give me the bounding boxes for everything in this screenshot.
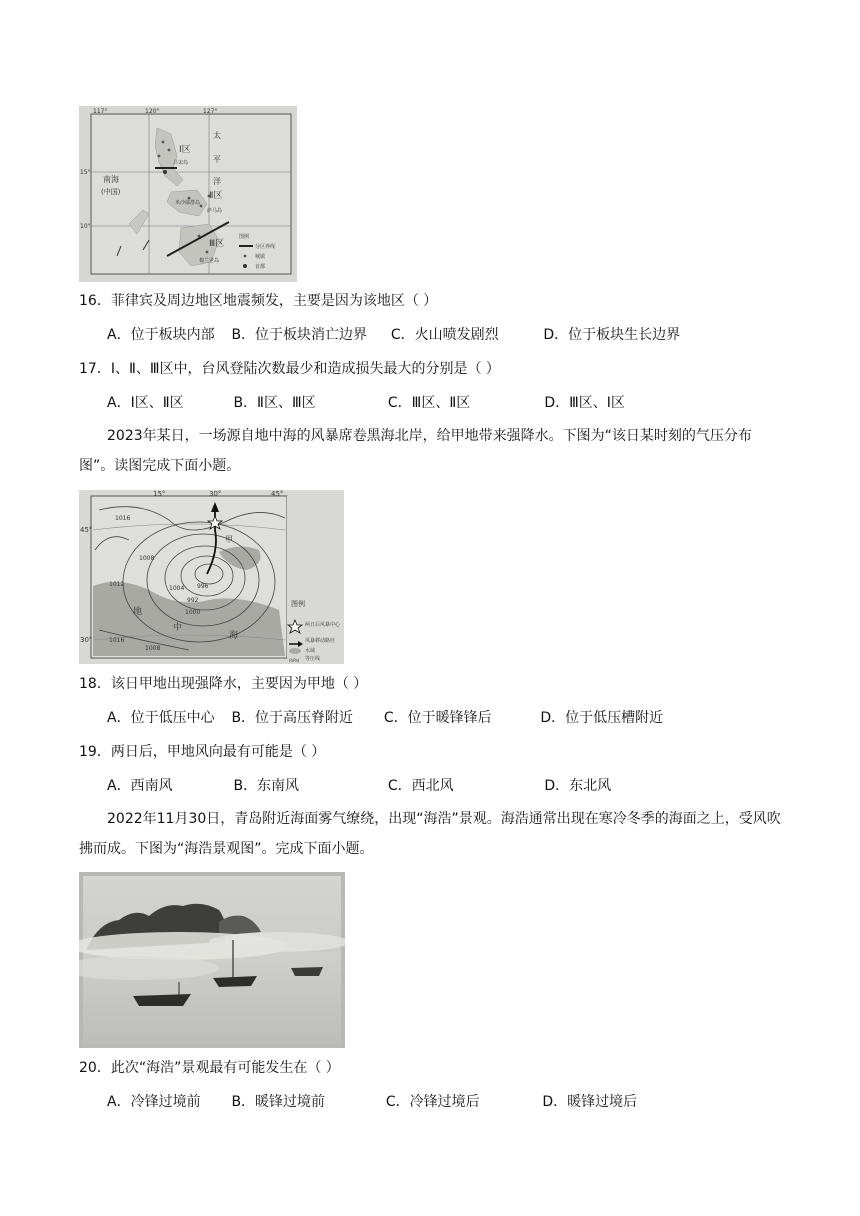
lon-label-3: 127°: [203, 108, 218, 115]
isobar-label-1: 1016: [115, 515, 131, 522]
q19-option-b: B．东南风: [233, 778, 300, 794]
q16-option-c: C．火山喷发剧烈: [390, 327, 499, 343]
lon-label-1: 117°: [93, 108, 108, 115]
sea-smoke-photo: [79, 872, 345, 1048]
fig2-legend-title: 图例: [291, 600, 305, 608]
q16-option-d: D．位于板块生长边界: [543, 327, 681, 343]
q16-option-a: A．位于板块内部: [107, 327, 215, 343]
legend-boundary: 分区界线: [255, 244, 276, 250]
passage-2: 2023年某日，一场源自地中海的风暴席卷黑海北岸，给甲地带来强降水。下图为“该日某时刻的气压分布图”。读图完成下面小题。: [79, 428, 752, 474]
fig2-legend-storm-center: 两日后风暴中心: [305, 622, 341, 628]
sea-hai: 海: [229, 631, 239, 641]
sea-label-south-sea: 南海: [103, 175, 119, 184]
q19-option-a: A．西南风: [107, 778, 173, 794]
sea-label-tai: 太: [213, 131, 221, 140]
q18-option-d: D．位于低压槽附近: [540, 710, 664, 726]
place-luzon: 吕宋岛: [173, 160, 189, 166]
q18-option-a: A．位于低压中心: [107, 710, 215, 726]
isobar-label-4: 1004: [169, 585, 185, 592]
isobar-label-7: 992: [187, 597, 199, 604]
question-17-stem: 17．Ⅰ、Ⅱ、Ⅲ区中，台风登陆次数最少和造成损失最大的分别是（ ）: [79, 361, 500, 377]
fig2-legend-water: 水域: [305, 648, 316, 654]
place-mindanao: 棉兰老岛: [199, 258, 220, 264]
q20-option-b: B．暖锋过境前: [231, 1094, 326, 1110]
sea-label-china: (中国): [101, 188, 121, 196]
legend-title: 图例: [239, 234, 250, 240]
isobar-label-2: 1012: [109, 581, 125, 588]
fig2-legend-isobar: 等压线: [305, 656, 321, 662]
passage-3: 2022年11月30日，青岛附近海面雾气缭绕，出现“海浩”景观。海浩通常出现在寒冷冬季的海面之上，受风吹拂而成。下图为“海浩景观图”。完成下面小题。: [79, 811, 781, 857]
pressure-map-drawing: [79, 490, 344, 664]
question-16-stem: 16．菲律宾及周边地区地震频发，主要是因为该地区（ ）: [79, 293, 438, 309]
legend-capital: 首都: [255, 264, 266, 270]
question-18-stem: 18．该日甲地出现强降水，主要因为甲地（ ）: [79, 676, 368, 692]
sea-di: 地: [133, 607, 143, 617]
q17-option-c: C．Ⅲ区、Ⅱ区: [387, 395, 471, 411]
q20-option-c: C．冷锋过境后: [385, 1094, 480, 1110]
lat-label-2: 10°: [80, 223, 91, 230]
region-label-1: Ⅰ区: [179, 145, 191, 155]
isobar-label-9: 1016: [109, 637, 125, 644]
fig2-legend-unit: (hPa): [289, 658, 300, 663]
question-19-options: [107, 776, 611, 796]
question-16-options: [107, 325, 680, 345]
legend-town: 城镇: [255, 254, 266, 260]
question-17-options: [107, 393, 625, 413]
philippines-map: [79, 106, 297, 282]
question-19-stem: 19．两日后，甲地风向最有可能是（ ）: [79, 744, 326, 760]
region-label-3: Ⅲ区: [209, 239, 225, 249]
sea-label-yang: 洋: [213, 177, 221, 186]
fig2-lon-15: 15°: [153, 490, 166, 498]
philippines-map-drawing: [79, 106, 297, 282]
fig2-legend-storm-path: 风暴移动路径: [305, 638, 336, 644]
isobar-label-3: 1008: [139, 555, 155, 562]
place-jia: 甲: [225, 535, 233, 544]
sea-zhong: 中: [173, 623, 183, 633]
q19-option-d: D．东北风: [544, 778, 612, 794]
region-label-2: Ⅱ区: [209, 191, 223, 201]
q16-option-b: B．位于板块消亡边界: [231, 327, 368, 343]
fig2-lon-45: 45°: [271, 490, 284, 498]
question-20-options: [107, 1092, 637, 1112]
question-20-stem: 20．此次“海浩”景观最有可能发生在（ ）: [79, 1060, 340, 1076]
sea-smoke-photo-drawing: [79, 872, 345, 1048]
fig2-lon-30: 30°: [209, 490, 222, 498]
question-18-options: [107, 708, 663, 728]
q19-option-c: C．西北风: [387, 778, 454, 794]
isobar-label-5: 1000: [185, 609, 201, 616]
q17-option-d: D．Ⅲ区、Ⅰ区: [544, 395, 625, 411]
place-samar: 萨马岛: [207, 208, 223, 214]
place-visayas: 米沙鄢群岛: [175, 200, 201, 206]
sea-label-ping: 平: [213, 155, 221, 164]
q17-option-a: A．Ⅰ区、Ⅱ区: [107, 395, 184, 411]
isobar-label-8: 1008: [145, 645, 161, 652]
isobar-label-6: 996: [197, 583, 209, 590]
lat-label-1: 15°: [80, 169, 91, 176]
q18-option-c: C．位于暖锋锋后: [383, 710, 492, 726]
q20-option-a: A．冷锋过境前: [107, 1094, 201, 1110]
q17-option-b: B．Ⅱ区、Ⅲ区: [233, 395, 316, 411]
lon-label-2: 120°: [145, 108, 160, 115]
fig2-lat-30: 30°: [80, 636, 93, 644]
q20-option-d: D．暖锋过境后: [542, 1094, 638, 1110]
q18-option-b: B．位于高压脊附近: [231, 710, 354, 726]
fig2-lat-45: 45°: [80, 526, 93, 534]
pressure-map: [79, 490, 344, 664]
